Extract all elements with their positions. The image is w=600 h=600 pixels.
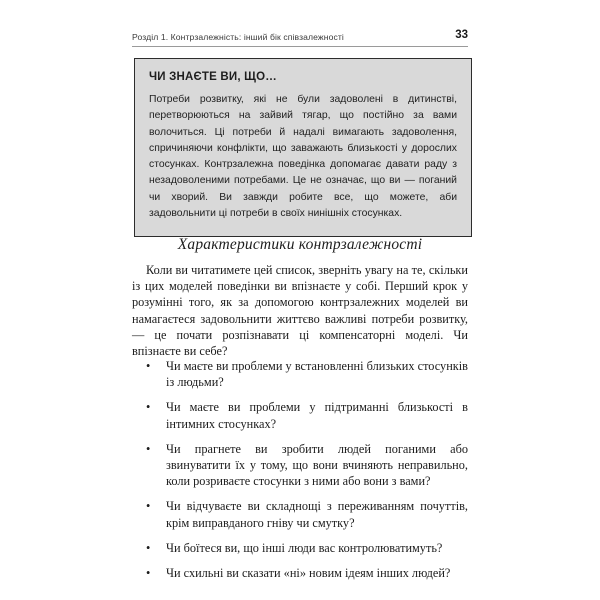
sidebar-text: Потреби розвитку, які не були задоволені в дитинстві, перетворюються на зайвий тягар, що постійно за вами волочиться. Ці потреби й надалі вимагають задоволення, спричиняючи конфлікти, що заважають близькості у дорослих стосунках. Контрзалежна поведінка допомагає давати раду з незадоволеними потребами. Це не означає, що ви — поганий чи хворий. Ви завжди робите все, що можете, аби задовольнити ці потреби в своїх нинішніх стосунках.: [149, 94, 457, 220]
sidebar-title: ЧИ ЗНАЄТЕ ВИ, ЩО…: [149, 71, 277, 83]
bullet-icon: •: [146, 441, 151, 456]
intro-paragraph: Коли ви читатимете цей список, зверніть увагу на те, скільки із цих моделей поведінки ви впізнаєте у собі. Перший крок у розумінні того, як за допомогою контрзалежних моделей ви намагаєтеся задовольнити життєво важливі потреби розвитку, — це почати розпізнавати ці компенсаторні моделі. Чи впізнаєте ви себе?: [132, 263, 468, 359]
bullet-icon: •: [146, 400, 151, 415]
list-item-text: Чи боїтеся ви, що інші люди вас контролюватимуть?: [166, 540, 443, 555]
page-number: 33: [455, 29, 468, 41]
list-item-text: Чи схильні ви сказати «ні» новим ідеям інших людей?: [166, 566, 451, 581]
bullet-icon: •: [146, 499, 151, 514]
list-item: [146, 565, 468, 581]
running-head: Розділ 1. Контрзалежність: інший бік співзалежності: [132, 32, 344, 42]
list-item: [146, 399, 468, 431]
list-item: [146, 540, 468, 556]
bullet-icon: •: [146, 540, 151, 555]
bullet-icon: •: [146, 359, 151, 373]
list-item-text: Чи відчуваєте ви складнощі з переживанням почуттів, крім виправданого гніву чи смутку?: [166, 499, 468, 530]
bullet-icon: •: [146, 566, 151, 581]
question-list: [146, 358, 468, 590]
list-item-text: Чи маєте ви проблеми у підтриманні близькості в інтимних стосунках?: [166, 400, 468, 431]
list-item: [146, 498, 468, 530]
did-you-know-box: [134, 58, 472, 237]
header-rule: [132, 46, 468, 47]
list-item-text: Чи прагнете ви зробити людей поганими або звинуватити їх у тому, що вони вчиняють неправильно, коли розриваєте стосунки з ними або вони з вами?: [166, 441, 468, 489]
list-item: [146, 441, 468, 490]
list-item: [146, 358, 468, 390]
section-heading: Характеристики контрзалежності: [177, 236, 423, 253]
list-item-text: Чи маєте ви проблеми у встановленні близьких стосунків із людьми?: [166, 359, 468, 390]
